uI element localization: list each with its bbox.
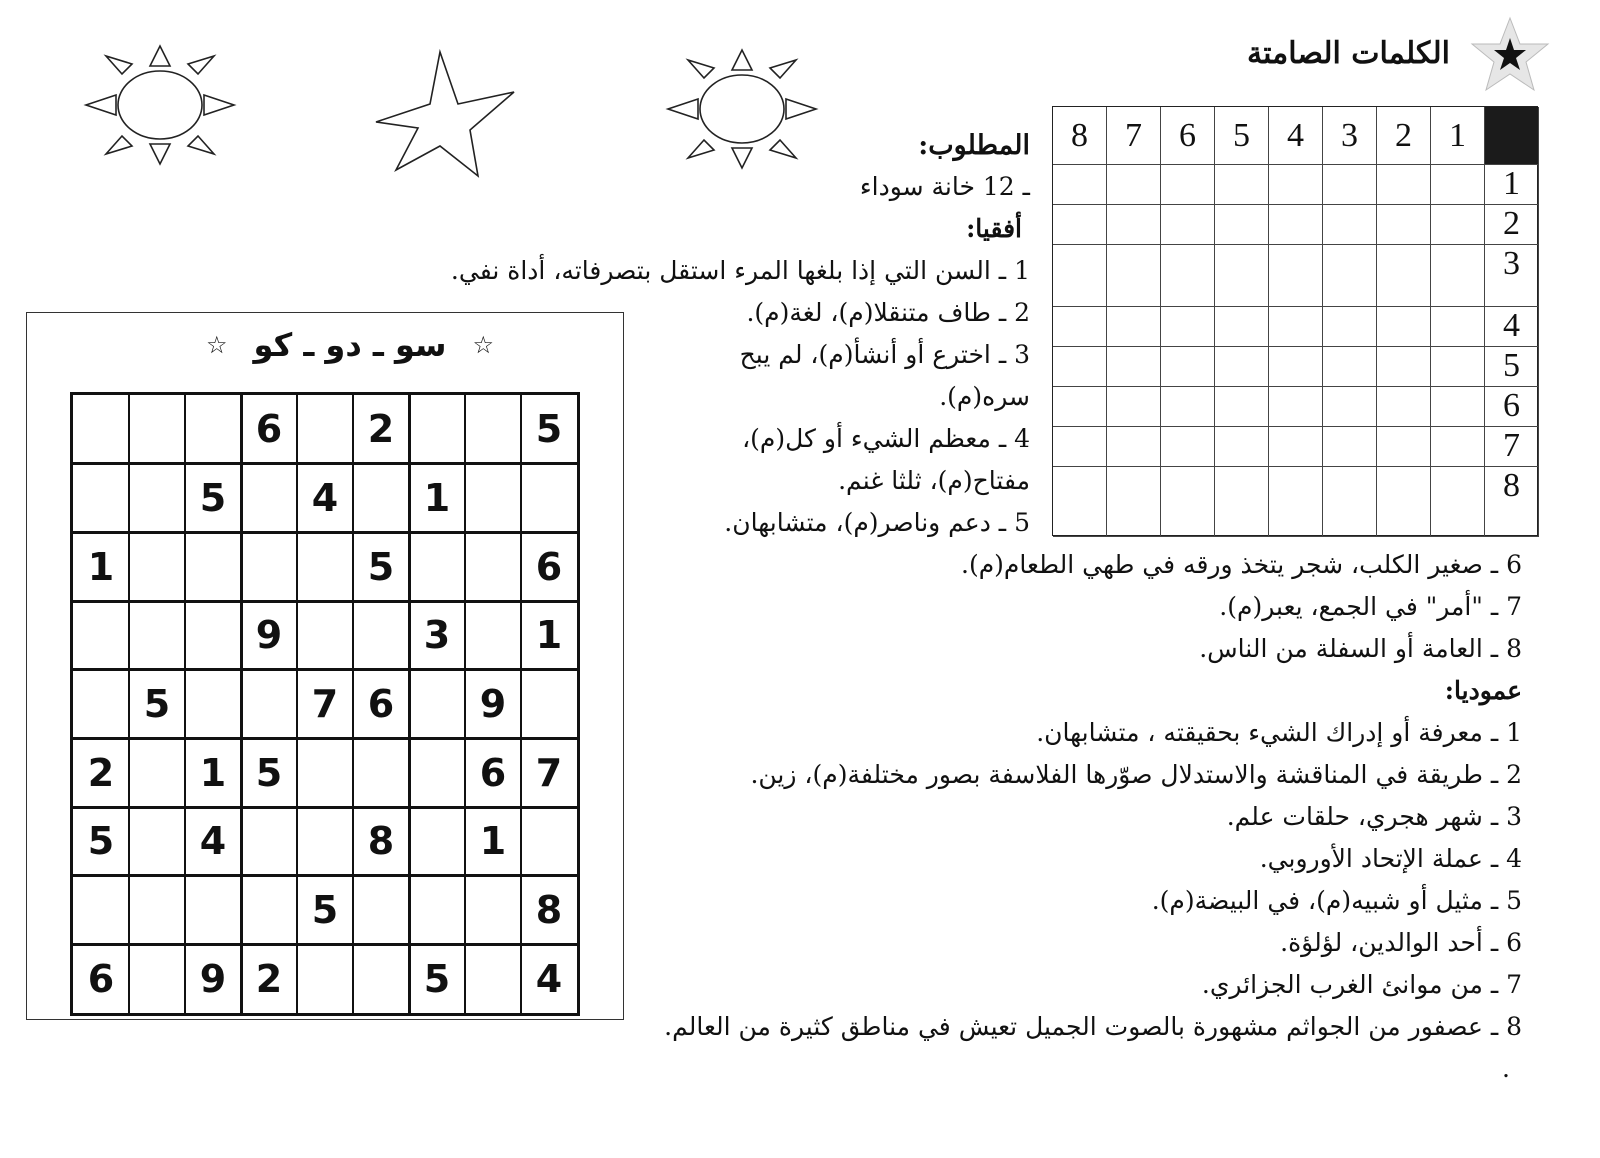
crossword-cell[interactable]: [1107, 387, 1161, 427]
sudoku-empty-cell[interactable]: [409, 670, 465, 739]
crossword-row-number: 6: [1485, 387, 1539, 427]
crossword-col-number: 1: [1431, 107, 1485, 165]
crossword-cell[interactable]: [1377, 307, 1431, 347]
sudoku-gridline: [73, 600, 577, 603]
crossword-grid: [1052, 106, 1538, 536]
sudoku-empty-cell[interactable]: [241, 876, 297, 945]
sudoku-given-cell: 7: [535, 750, 563, 795]
clue-h3: 3 ـ اخترع أو أنشأ(م)، لم يبح: [739, 340, 1030, 369]
crossword-col-number: 6: [1161, 107, 1215, 165]
crossword-row-number: 1: [1485, 165, 1539, 205]
crossword-cell[interactable]: [1215, 245, 1269, 307]
sudoku-empty-cell[interactable]: [241, 670, 297, 739]
requirements-heading: المطلوب:: [918, 130, 1030, 161]
clue-h2: 2 ـ طاف متنقلا(م)، لغة(م).: [746, 298, 1030, 327]
sudoku-empty-cell[interactable]: [129, 807, 185, 876]
crossword-cell[interactable]: [1377, 467, 1431, 537]
sudoku-given-cell: 5: [367, 544, 395, 589]
sudoku-empty-cell[interactable]: [409, 395, 465, 464]
crossword-row-number: 8: [1485, 467, 1539, 537]
crossword-cell[interactable]: [1107, 205, 1161, 245]
sudoku-empty-cell[interactable]: [129, 532, 185, 601]
crossword-cell[interactable]: [1323, 347, 1377, 387]
crossword-cell[interactable]: [1431, 245, 1485, 307]
sudoku-gridline: [73, 531, 577, 534]
clue-h6: 6 ـ صغير الكلب، شجر يتخذ ورقه في طهي الطعام(م).: [961, 550, 1522, 579]
crossword-cell[interactable]: [1161, 165, 1215, 205]
crossword-cell[interactable]: [1323, 165, 1377, 205]
crossword-cell[interactable]: [1431, 205, 1485, 245]
crossword-cell[interactable]: [1323, 387, 1377, 427]
crossword-cell[interactable]: [1377, 427, 1431, 467]
crossword-cell[interactable]: [1323, 205, 1377, 245]
star-outline-icon: ☆: [472, 331, 494, 359]
sudoku-empty-cell[interactable]: [465, 395, 521, 464]
clue-v3: 3 ـ شهر هجري، حلقات علم.: [1226, 802, 1522, 831]
sudoku-given-cell: 7: [311, 681, 339, 726]
sudoku-empty-cell[interactable]: [353, 738, 409, 807]
crossword-cell[interactable]: [1269, 245, 1323, 307]
clue-v6: 6 ـ أحد الوالدين، لؤلؤة.: [1280, 928, 1522, 957]
crossword-cell[interactable]: [1161, 467, 1215, 537]
crossword-cell[interactable]: [1053, 427, 1107, 467]
sudoku-empty-cell[interactable]: [129, 876, 185, 945]
sudoku-empty-cell[interactable]: [297, 738, 353, 807]
star-icon: [374, 46, 524, 186]
clue-h1: 1 ـ السن التي إذا بلغها المرء استقل بتصرفاته، أداة نفي.: [450, 256, 1030, 285]
clue-h5: 5 ـ دعم وناصر(م)، متشابهان.: [724, 508, 1030, 537]
sun-icon: [662, 44, 822, 174]
sun-icon: [80, 40, 240, 170]
sudoku-empty-cell[interactable]: [353, 464, 409, 533]
sudoku-gridline: [240, 395, 243, 1013]
crossword-cell[interactable]: [1269, 205, 1323, 245]
clue-h4-cont: مفتاح(م)، ثلثا غنم.: [838, 466, 1030, 495]
sudoku-gridline: [408, 395, 411, 1013]
crossword-cell[interactable]: [1161, 387, 1215, 427]
sudoku-gridline: [73, 668, 577, 671]
sudoku-gridline: [73, 874, 577, 877]
sudoku-given-cell: 3: [423, 613, 451, 658]
crossword-cell[interactable]: [1161, 307, 1215, 347]
crossword-cell[interactable]: [1161, 205, 1215, 245]
sudoku-given-cell: 1: [423, 475, 451, 520]
sudoku-title: [190, 326, 510, 364]
crossword-cell[interactable]: [1431, 347, 1485, 387]
crossword-cell[interactable]: [1431, 307, 1485, 347]
sudoku-empty-cell[interactable]: [241, 807, 297, 876]
sudoku-empty-cell[interactable]: [409, 532, 465, 601]
crossword-cell[interactable]: [1377, 205, 1431, 245]
crossword-cell[interactable]: [1161, 427, 1215, 467]
sudoku-given-cell: 9: [255, 613, 283, 658]
sudoku-given-cell: 5: [87, 819, 115, 864]
crossword-row-number: 3: [1485, 245, 1539, 307]
crossword-col-number: 4: [1269, 107, 1323, 165]
crossword-cell[interactable]: [1215, 427, 1269, 467]
sudoku-empty-cell[interactable]: [353, 944, 409, 1013]
crossword-row-number: 5: [1485, 347, 1539, 387]
sudoku-title-text: سو ـ دو ـ كو: [253, 326, 447, 364]
sudoku-gridline: [464, 395, 466, 1013]
crossword-cell[interactable]: [1215, 205, 1269, 245]
sudoku-given-cell: 2: [87, 750, 115, 795]
sudoku-empty-cell[interactable]: [521, 464, 577, 533]
crossword-cell[interactable]: [1431, 165, 1485, 205]
sudoku-empty-cell[interactable]: [241, 532, 297, 601]
sudoku-empty-cell[interactable]: [297, 807, 353, 876]
crossword-col-number: 2: [1377, 107, 1431, 165]
sudoku-empty-cell[interactable]: [185, 395, 241, 464]
clue-h3-cont: سره(م).: [939, 382, 1030, 411]
sudoku-given-cell: 6: [479, 750, 507, 795]
sudoku-empty-cell[interactable]: [129, 601, 185, 670]
sudoku-empty-cell[interactable]: [297, 395, 353, 464]
crossword-cell[interactable]: [1215, 347, 1269, 387]
crossword-cell[interactable]: [1107, 245, 1161, 307]
crossword-cell[interactable]: [1377, 387, 1431, 427]
crossword-cell[interactable]: [1269, 467, 1323, 537]
sudoku-gridline: [128, 395, 130, 1013]
crossword-cell[interactable]: [1053, 307, 1107, 347]
sudoku-given-cell: 4: [199, 819, 227, 864]
sudoku-given-cell: 5: [255, 750, 283, 795]
sudoku-empty-cell[interactable]: [465, 944, 521, 1013]
clue-v5: 5 ـ مثيل أو شبيه(م)، في البيضة(م).: [1151, 886, 1522, 915]
crossword-cell[interactable]: [1269, 387, 1323, 427]
sudoku-given-cell: 9: [199, 956, 227, 1001]
crossword-cell[interactable]: [1269, 427, 1323, 467]
crossword-col-number: 3: [1323, 107, 1377, 165]
crossword-cell[interactable]: [1107, 347, 1161, 387]
clue-v2: 2 ـ طريقة في المناقشة والاستدلال صوّرها الفلاسفة بصور مختلفة(م)، زين.: [750, 760, 1522, 789]
crossword-row-number: 7: [1485, 427, 1539, 467]
clue-h4: 4 ـ معظم الشيء أو كل(م)،: [742, 424, 1030, 453]
sudoku-empty-cell[interactable]: [73, 670, 129, 739]
star-icon: [1470, 16, 1550, 94]
crossword-cell[interactable]: [1323, 307, 1377, 347]
crossword-cell[interactable]: [1107, 307, 1161, 347]
crossword-cell[interactable]: [1377, 347, 1431, 387]
sudoku-given-cell: 5: [423, 956, 451, 1001]
sudoku-given-cell: 6: [535, 544, 563, 589]
clue-v8: 8 ـ عصفور من الجواثم مشهورة بالصوت الجميل تعيش في مناطق كثيرة من العالم.: [664, 1012, 1522, 1041]
page-title: الكلمات الصامتة: [1247, 36, 1450, 71]
sudoku-empty-cell[interactable]: [129, 395, 185, 464]
sudoku-empty-cell[interactable]: [185, 532, 241, 601]
sudoku-empty-cell[interactable]: [185, 670, 241, 739]
sudoku-empty-cell[interactable]: [129, 738, 185, 807]
crossword-cell[interactable]: [1431, 467, 1485, 537]
sudoku-given-cell: 1: [199, 750, 227, 795]
crossword-cell[interactable]: [1269, 307, 1323, 347]
sudoku-empty-cell[interactable]: [409, 807, 465, 876]
clue-v1: 1 ـ معرفة أو إدراك الشيء بحقيقته ، متشابهان.: [1036, 718, 1522, 747]
sudoku-empty-cell[interactable]: [73, 464, 129, 533]
crossword-cell[interactable]: [1053, 205, 1107, 245]
sudoku-empty-cell[interactable]: [409, 876, 465, 945]
clue-v7: 7 ـ من موانئ الغرب الجزائري.: [1201, 970, 1522, 999]
sudoku-empty-cell[interactable]: [129, 464, 185, 533]
sudoku-given-cell: 6: [255, 407, 283, 452]
sudoku-empty-cell[interactable]: [465, 532, 521, 601]
crossword-cell[interactable]: [1053, 387, 1107, 427]
crossword-cell[interactable]: [1161, 347, 1215, 387]
sudoku-gridline: [184, 395, 186, 1013]
sudoku-given-cell: 2: [255, 956, 283, 1001]
crossword-col-number: 5: [1215, 107, 1269, 165]
sudoku-empty-cell[interactable]: [465, 464, 521, 533]
sudoku-empty-cell[interactable]: [73, 601, 129, 670]
sudoku-gridline: [73, 943, 577, 946]
sudoku-gridline: [73, 806, 577, 809]
sudoku-empty-cell[interactable]: [353, 601, 409, 670]
sudoku-empty-cell[interactable]: [521, 807, 577, 876]
sudoku-given-cell: 9: [479, 681, 507, 726]
horizontal-heading: أفقيا:: [966, 214, 1022, 243]
clue-v4: 4 ـ عملة الإتحاد الأوروبي.: [1259, 844, 1522, 873]
sudoku-given-cell: 1: [535, 613, 563, 658]
crossword-cell[interactable]: [1323, 467, 1377, 537]
sudoku-empty-cell[interactable]: [73, 395, 129, 464]
sudoku-grid: [70, 392, 580, 1016]
crossword-col-number: 7: [1107, 107, 1161, 165]
crossword-cell[interactable]: [1107, 467, 1161, 537]
sudoku-gridline: [352, 395, 354, 1013]
crossword-row-number: 2: [1485, 205, 1539, 245]
crossword-cell[interactable]: [1107, 165, 1161, 205]
clue-h8: 8 ـ العامة أو السفلة من الناس.: [1199, 634, 1522, 663]
crossword-cell[interactable]: [1215, 307, 1269, 347]
sudoku-given-cell: 1: [479, 819, 507, 864]
crossword-cell[interactable]: [1377, 245, 1431, 307]
sudoku-given-cell: 4: [311, 475, 339, 520]
crossword-cell[interactable]: [1323, 245, 1377, 307]
crossword-cell[interactable]: [1215, 387, 1269, 427]
crossword-cell[interactable]: [1053, 467, 1107, 537]
sudoku-empty-cell[interactable]: [73, 876, 129, 945]
sudoku-given-cell: 4: [535, 956, 563, 1001]
sudoku-empty-cell[interactable]: [241, 464, 297, 533]
requirements-text: ـ 12 خانة سوداء: [859, 172, 1030, 201]
sudoku-empty-cell[interactable]: [185, 601, 241, 670]
crossword-row-number: 4: [1485, 307, 1539, 347]
crossword-cell[interactable]: [1215, 467, 1269, 537]
crossword-cell[interactable]: [1107, 427, 1161, 467]
sudoku-gridline: [73, 737, 577, 740]
crossword-cell[interactable]: [1053, 165, 1107, 205]
sudoku-empty-cell[interactable]: [521, 670, 577, 739]
crossword-cell[interactable]: [1053, 347, 1107, 387]
crossword-cell[interactable]: [1431, 427, 1485, 467]
crossword-corner-cell: [1485, 107, 1539, 165]
sudoku-empty-cell[interactable]: [409, 738, 465, 807]
sudoku-given-cell: 8: [367, 819, 395, 864]
star-outline-icon: ☆: [206, 331, 228, 359]
crossword-cell[interactable]: [1269, 165, 1323, 205]
sudoku-given-cell: 6: [87, 956, 115, 1001]
sudoku-given-cell: 5: [199, 475, 227, 520]
sudoku-empty-cell[interactable]: [465, 876, 521, 945]
sudoku-gridline: [73, 462, 577, 465]
crossword-cell[interactable]: [1269, 347, 1323, 387]
trailing-dot: .: [1502, 1054, 1510, 1083]
sudoku-empty-cell[interactable]: [297, 601, 353, 670]
sudoku-empty-cell[interactable]: [297, 532, 353, 601]
crossword-col-number: 8: [1053, 107, 1107, 165]
sudoku-given-cell: 8: [535, 887, 563, 932]
sudoku-given-cell: 1: [87, 544, 115, 589]
vertical-heading: عموديا:: [1444, 676, 1522, 705]
sudoku-gridline: [296, 395, 298, 1013]
crossword-cell[interactable]: [1431, 387, 1485, 427]
crossword-cell[interactable]: [1053, 245, 1107, 307]
sudoku-empty-cell[interactable]: [129, 944, 185, 1013]
crossword-cell[interactable]: [1377, 165, 1431, 205]
sudoku-given-cell: 5: [311, 887, 339, 932]
sudoku-given-cell: 2: [367, 407, 395, 452]
sudoku-given-cell: 5: [535, 407, 563, 452]
sudoku-empty-cell[interactable]: [297, 944, 353, 1013]
sudoku-empty-cell[interactable]: [465, 601, 521, 670]
sudoku-given-cell: 5: [143, 681, 171, 726]
sudoku-given-cell: 6: [367, 681, 395, 726]
sudoku-empty-cell[interactable]: [353, 876, 409, 945]
crossword-cell[interactable]: [1323, 427, 1377, 467]
sudoku-empty-cell[interactable]: [185, 876, 241, 945]
sudoku-gridline: [520, 395, 522, 1013]
crossword-cell[interactable]: [1161, 245, 1215, 307]
crossword-cell[interactable]: [1215, 165, 1269, 205]
clue-h7: 7 ـ "أمر" في الجمع، يعبر(م).: [1219, 592, 1522, 621]
